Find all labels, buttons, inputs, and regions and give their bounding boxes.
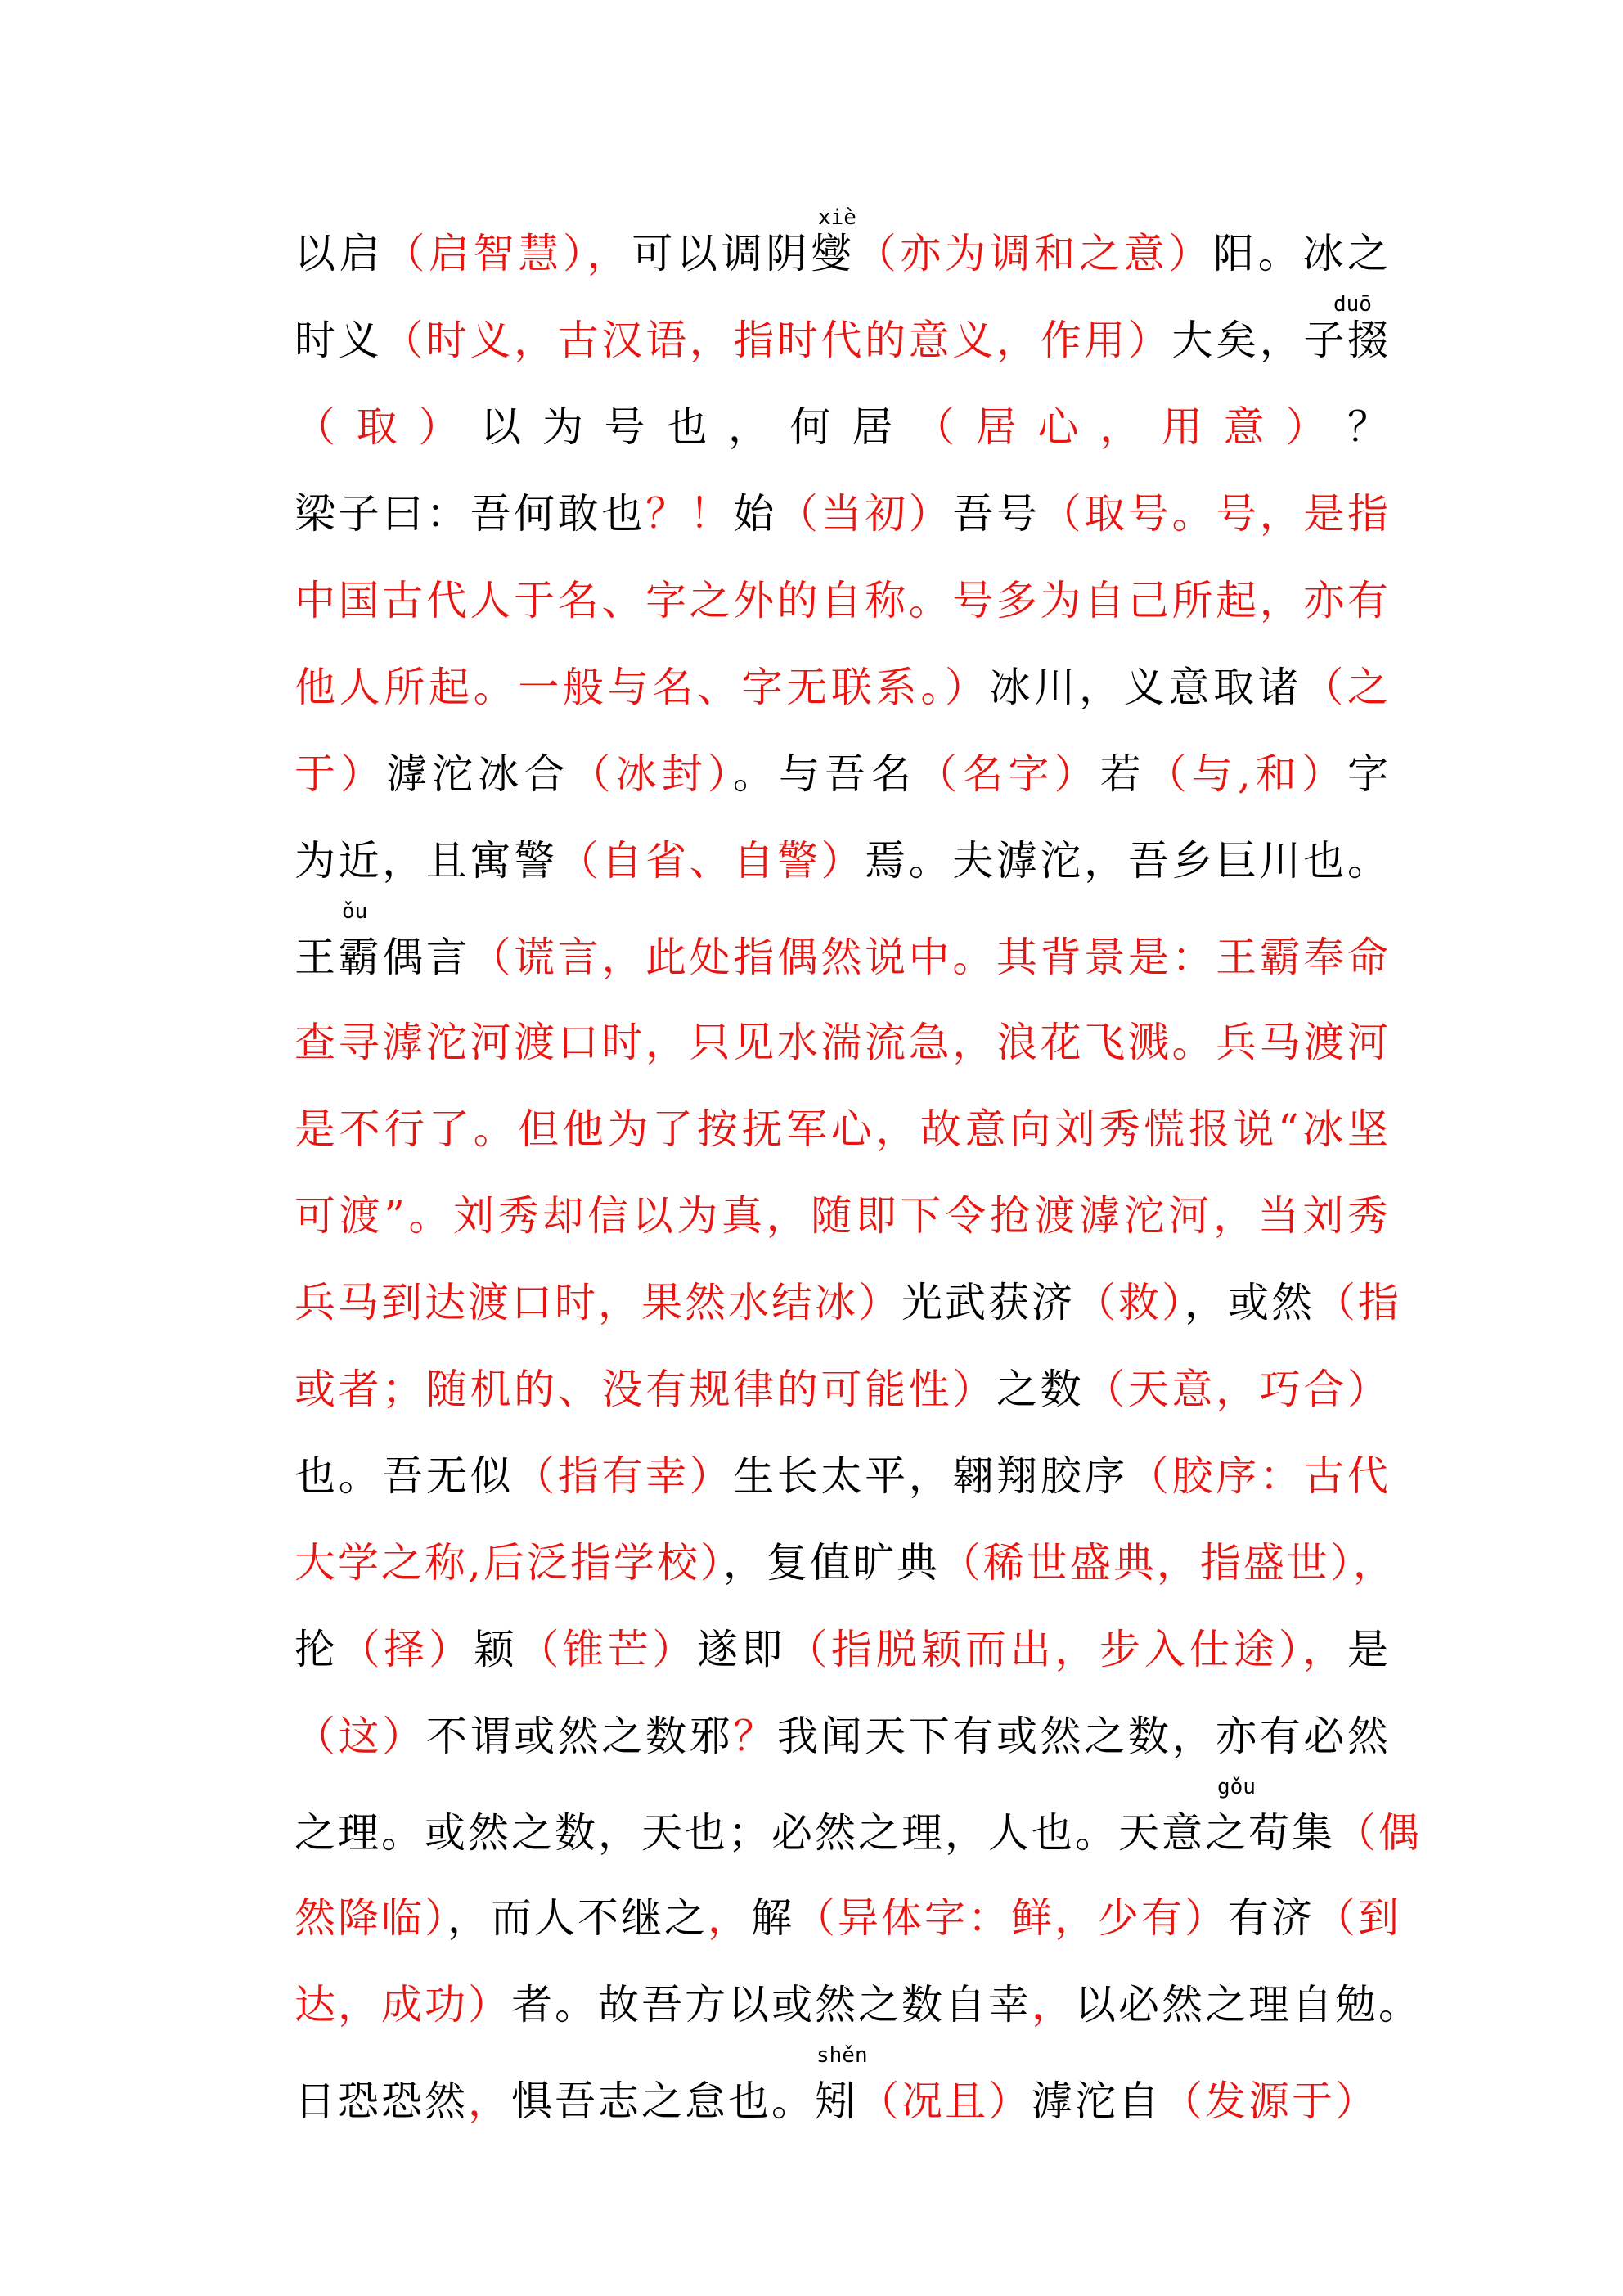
annotation-text: （亦为调和之意） xyxy=(855,230,1214,277)
annotation-text: 大学之称,后泛指学校） xyxy=(294,1539,723,1587)
annotation-text: 达，成功） xyxy=(294,1981,511,2028)
annotation-text: （救） xyxy=(1075,1279,1185,1326)
annotation-text: 中国古代人于名、字之外的自称。号多为自己所起，亦有 xyxy=(294,577,1391,624)
annotation-text: （时义，古汉语，指时代的意义，作用） xyxy=(382,317,1172,364)
original-text: 焉。夫滹沱，吾乡巨川也。 xyxy=(865,837,1391,885)
original-text: 始 xyxy=(733,490,777,538)
original-text: 以启 xyxy=(294,230,384,277)
annotation-text: （自省、自警） xyxy=(557,837,865,885)
annotation-text: 于） xyxy=(294,750,387,798)
original-text: 若 xyxy=(1099,750,1146,798)
annotation-text: （之 xyxy=(1302,664,1391,711)
original-text: 日恐恐然 xyxy=(294,2078,468,2125)
annotation-text: （择） xyxy=(339,1626,474,1673)
original-text: 阳。冰之 xyxy=(1213,230,1391,277)
original-text: 王霸偶言 xyxy=(294,934,470,981)
text-line xyxy=(294,293,1391,380)
annotation-text: （与,和） xyxy=(1145,750,1348,798)
text-line xyxy=(294,1342,1391,1429)
annotation-text: ， xyxy=(468,2078,511,2125)
original-text: 时义 xyxy=(294,317,383,364)
original-text: ，或然 xyxy=(1185,1279,1315,1326)
annotation-text: 他人所起。一般与名、字无联系。） xyxy=(294,664,990,711)
text-line xyxy=(294,1775,1422,1871)
annotation-text: （发源于） xyxy=(1162,2078,1378,2125)
text-line xyxy=(294,1689,1391,1776)
text-line xyxy=(294,206,1391,293)
original-text: 我闻天下有或然之数，亦有必然 xyxy=(776,1713,1391,1760)
annotation-text: ？！ xyxy=(645,490,734,538)
text-line xyxy=(294,1602,1391,1689)
annotation-text: （居心，用意） xyxy=(914,403,1348,451)
annotation-text: 兵马到达渡口时，果然水结冰） xyxy=(294,1279,901,1326)
original-text: 滹沱自 xyxy=(1032,2078,1162,2125)
original-text: 以为号也，何居 xyxy=(480,403,915,451)
annotation-text: （取） xyxy=(294,403,481,451)
text-line xyxy=(294,2044,1391,2139)
original-text: 有济 xyxy=(1228,1894,1315,1942)
document-body xyxy=(294,205,1422,2139)
annotation-text: （况且） xyxy=(858,2078,1032,2125)
text-line xyxy=(294,640,1391,727)
original-text: 之理。或然之数，天也；必然之理，人也。天意之苟集 xyxy=(294,1809,1335,1857)
original-text: 滹沱冰合 xyxy=(386,750,570,798)
text-line xyxy=(294,1871,1401,1957)
annotation-text: 是不行了。但他为了按抚军心，故意向刘秀慌报说“冰坚 xyxy=(294,1105,1391,1153)
original-text: 冰川，义意取诸 xyxy=(989,664,1303,711)
annotation-text: 然降临） xyxy=(294,1894,447,1942)
annotation-text: （名字） xyxy=(916,750,1100,798)
annotation-text: （天意，巧合） xyxy=(1084,1366,1391,1413)
annotation-text: （异体字：鲜，少有） xyxy=(794,1894,1228,1942)
text-line xyxy=(294,466,1391,553)
pinyin-annotation: ǒu xyxy=(342,899,368,924)
annotation-text: 或者；随机的、没有规律的可能性） xyxy=(294,1366,996,1413)
text-line xyxy=(294,380,1391,466)
annotation-text: （指脱颖而出，步入仕途）， xyxy=(786,1626,1348,1673)
annotation-text: （取号。号，是指 xyxy=(1040,490,1391,538)
annotation-text: ？ xyxy=(733,1713,777,1760)
annotation-text: （到 xyxy=(1315,1894,1401,1942)
text-line xyxy=(294,1168,1391,1255)
annotation-text: （偶 xyxy=(1335,1809,1422,1857)
annotation-text: （胶序：古代 xyxy=(1127,1452,1391,1500)
original-text: ，而人不继之 xyxy=(447,1894,708,1942)
text-line xyxy=(294,995,1391,1082)
original-text: 大矣，子掇 xyxy=(1171,317,1391,364)
original-text: 梁子曰：吾何敢也 xyxy=(294,490,645,538)
original-text: 颖 xyxy=(473,1626,519,1673)
annotation-text: 可渡”。刘秀却信以为真，随即下令抢渡滹沱河，当刘秀 xyxy=(294,1192,1391,1240)
original-text: 抡 xyxy=(294,1626,339,1673)
annotation-text: （这） xyxy=(294,1713,426,1760)
pinyin-annotation: gǒu xyxy=(1217,1775,1256,1799)
text-line xyxy=(294,553,1391,640)
text-line xyxy=(294,813,1391,900)
original-text: 可以调阴燮 xyxy=(632,230,856,277)
original-text: 光武获济 xyxy=(901,1279,1075,1326)
text-line xyxy=(294,1429,1391,1515)
original-text: 不谓或然之数邪 xyxy=(425,1713,734,1760)
original-text: ？ xyxy=(1347,403,1391,451)
original-text: 惧吾志之怠也。矧 xyxy=(511,2078,858,2125)
original-text: 吾号 xyxy=(952,490,1041,538)
original-text: 。与吾名 xyxy=(732,750,917,798)
original-text: 是 xyxy=(1347,1626,1391,1673)
original-text: ，复值旷典 xyxy=(722,1539,940,1587)
original-text: 也。吾无似 xyxy=(294,1452,515,1500)
text-line xyxy=(294,1082,1391,1168)
original-text: 遂即 xyxy=(697,1626,787,1673)
original-text: 解 xyxy=(751,1894,794,1942)
original-text: 生长太平，翱翔胶序 xyxy=(733,1452,1128,1500)
original-text: 为近，且寓警 xyxy=(294,837,558,885)
original-text: 者。故吾方以或然之数自幸 xyxy=(511,1981,1032,2028)
original-text: 以必然之理自勉。 xyxy=(1075,1981,1422,2028)
original-text: 字 xyxy=(1347,750,1391,798)
annotation-text: （锥芒） xyxy=(518,1626,698,1673)
annotation-text: （谎言，此处指偶然说中。其背景是：王霸奉命 xyxy=(470,934,1391,981)
annotation-text: 查寻滹沱河渡口时，只见水湍流急，浪花飞溅。兵马渡河 xyxy=(294,1019,1391,1066)
annotation-text: （冰封） xyxy=(569,750,733,798)
annotation-text: ， xyxy=(1032,1981,1075,2028)
pinyin-annotation: xiè xyxy=(818,205,856,230)
text-line xyxy=(294,727,1391,813)
annotation-text: （指有幸） xyxy=(514,1452,734,1500)
annotation-text: （当初） xyxy=(776,490,953,538)
annotation-text: （稀世盛典，指盛世）， xyxy=(939,1539,1396,1587)
text-line xyxy=(294,1957,1422,2044)
pinyin-annotation: shěn xyxy=(816,2043,868,2068)
annotation-text: （启智慧）， xyxy=(384,230,632,277)
original-text: 之数 xyxy=(996,1366,1085,1413)
text-line xyxy=(294,1515,1396,1602)
pinyin-annotation: duō xyxy=(1333,292,1372,317)
text-line xyxy=(294,900,1391,995)
annotation-text: （指 xyxy=(1315,1279,1401,1326)
text-line xyxy=(294,1255,1401,1342)
annotation-text: ， xyxy=(708,1894,751,1942)
